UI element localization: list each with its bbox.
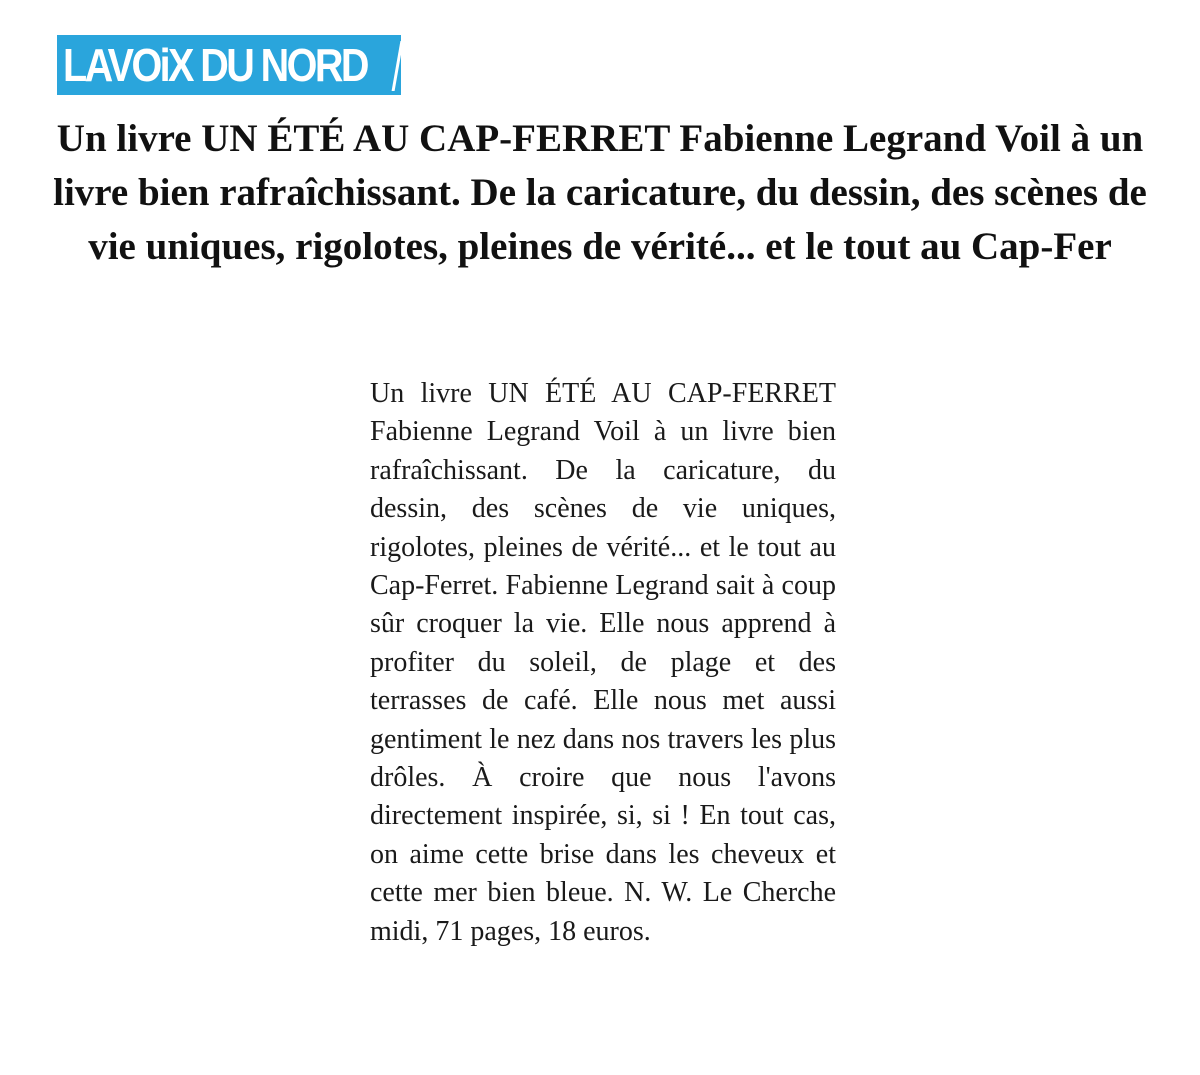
article-body: Un livre UN ÉTÉ AU CAP-FERRET Fabienne Legrand Voil à un livre bien rafraîchissant. De la caricature, du dessin, des scènes de vie uniques, rigolotes, pleines de vérité... et le tout au Cap-Ferret. Fabienne Legrand sait à coup sûr croquer la vie. Elle nous apprend à profiter du soleil, de plage et des terrasses de café. Elle nous met aussi gentiment le nez dans nos travers les plus drôles. À croire que nous l'avons directement inspirée, si, si ! En tout cas, on aime cette brise dans les cheveux et cette mer bien bleue. N. W. Le Cherche midi, 71 pages, 18 euros. (370, 378, 836, 947)
article-headline: Un livre UN ÉTÉ AU CAP-FERRET Fabienne Legrand Voil à un livre bien rafraîchissant. De la caricature, du dessin, des scènes de vie uniques, rigolotes, pleines de vérité... et le tout au Cap-Fer (53, 117, 1147, 268)
newspaper-logo (57, 35, 401, 95)
logo-wordmark: LAVOiX DU NORD (63, 39, 367, 91)
logo-slash-mark (392, 41, 401, 91)
